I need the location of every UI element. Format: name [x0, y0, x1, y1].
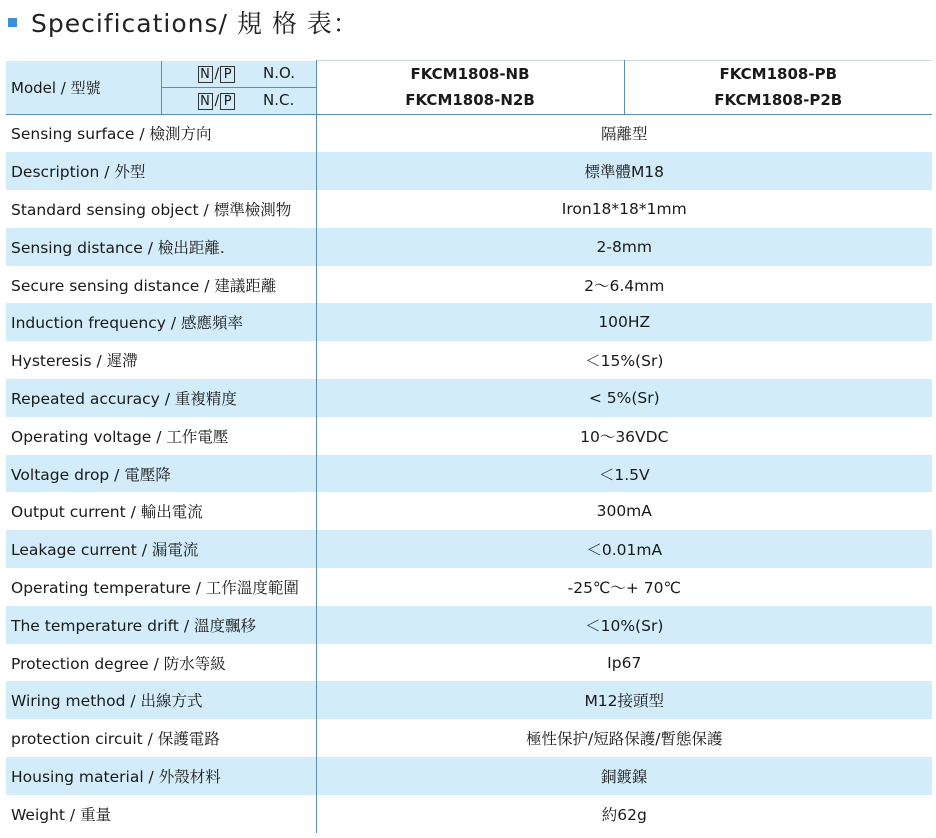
spec-value: ＜0.01mA — [316, 530, 932, 568]
spec-value: -25℃～+ 70℃ — [567, 578, 681, 597]
p-box: P — [220, 66, 235, 83]
mode-nc-label: N.C. — [263, 91, 295, 109]
spec-label: Protection degree / 防水等級 — [6, 644, 316, 682]
mode-no-label: N.O. — [263, 64, 295, 82]
n-box: N — [198, 66, 213, 83]
spec-value: 100HZ — [316, 303, 932, 341]
spec-label: Sensing distance / 檢出距離. — [6, 228, 316, 266]
spec-label: Housing material / 外殼材料 — [6, 757, 316, 795]
model-nc-pnp: FKCM1808-P2B — [624, 87, 932, 114]
table-row — [6, 530, 932, 568]
spec-label: Induction frequency / 感應頻率 — [6, 303, 316, 341]
spec-label: protection circuit / 保護電路 — [6, 719, 316, 757]
table-row — [6, 190, 932, 228]
spec-value: 隔離型 — [600, 125, 648, 144]
spec-label: Leakage current / 漏電流 — [6, 530, 316, 568]
spec-label: Operating voltage / 工作電壓 — [6, 417, 316, 455]
spec-value: 銅鍍鎳 — [316, 757, 932, 795]
table-row — [6, 228, 932, 266]
n-box: N — [198, 93, 213, 110]
spec-value: 極性保护/短路保護/暫態保護 — [526, 730, 723, 749]
table-row — [6, 303, 932, 341]
table-row — [6, 681, 932, 719]
table-row — [6, 492, 932, 530]
spec-value: Iron18*18*1mm — [561, 199, 687, 218]
spec-label: Secure sensing distance / 建議距離 — [6, 266, 316, 304]
spec-value: ＜15%(Sr) — [585, 352, 664, 371]
spec-label: Wiring method / 出線方式 — [6, 681, 316, 719]
page-title: Specifications/ 規 格 表： — [31, 9, 359, 38]
table-row — [6, 341, 932, 379]
np-indicator-nc: N / P N.C. — [161, 87, 316, 114]
table-row — [6, 644, 932, 682]
header-row-no — [6, 61, 932, 88]
spec-value: 約62g — [601, 805, 647, 824]
square-bullet-icon — [8, 18, 17, 27]
table-row — [6, 114, 932, 152]
table-row — [6, 379, 932, 417]
spec-label: Sensing surface / 檢測方向 — [6, 114, 316, 152]
table-row — [6, 606, 932, 644]
table-row — [6, 568, 932, 606]
spec-value: 2-8mm — [316, 228, 932, 266]
spec-label: Standard sensing object / 標準檢測物 — [6, 190, 316, 228]
spec-value: 2～6.4mm — [584, 276, 665, 295]
spec-label: The temperature drift / 溫度飄移 — [6, 606, 316, 644]
spec-label: Output current / 輸出電流 — [6, 492, 316, 530]
spec-label: Hysteresis / 遲滯 — [6, 341, 316, 379]
spec-label: Voltage drop / 電壓降 — [6, 455, 316, 493]
spec-value: 標準體M18 — [316, 152, 932, 190]
spec-value: 10～36VDC — [580, 427, 669, 446]
p-box: P — [220, 93, 235, 110]
table-row — [6, 719, 932, 757]
spec-value: M12接頭型 — [316, 681, 932, 719]
spec-label: Operating temperature / 工作溫度範圍 — [6, 568, 316, 606]
spec-value: ＜1.5V — [316, 455, 932, 493]
specifications-table — [6, 60, 932, 833]
spec-label: Weight / 重量 — [6, 795, 316, 833]
table-row — [6, 417, 932, 455]
spec-label: Description / 外型 — [6, 152, 316, 190]
spec-value: ＜10%(Sr) — [316, 606, 932, 644]
table-row — [6, 455, 932, 493]
table-row — [6, 795, 932, 833]
np-indicator-no: N / P N.O. — [161, 61, 316, 88]
table-row — [6, 757, 932, 795]
model-label: Model / 型號 — [6, 61, 161, 115]
spec-value: 300mA — [596, 502, 652, 521]
model-no-npn: FKCM1808-NB — [316, 61, 624, 88]
model-nc-npn: FKCM1808-N2B — [316, 87, 624, 114]
section-heading — [8, 2, 359, 42]
model-no-pnp: FKCM1808-PB — [624, 61, 932, 88]
table-row — [6, 152, 932, 190]
spec-value: Ip67 — [607, 653, 642, 672]
table-row — [6, 266, 932, 304]
spec-value: < 5%(Sr) — [316, 379, 932, 417]
spec-label: Repeated accuracy / 重複精度 — [6, 379, 316, 417]
